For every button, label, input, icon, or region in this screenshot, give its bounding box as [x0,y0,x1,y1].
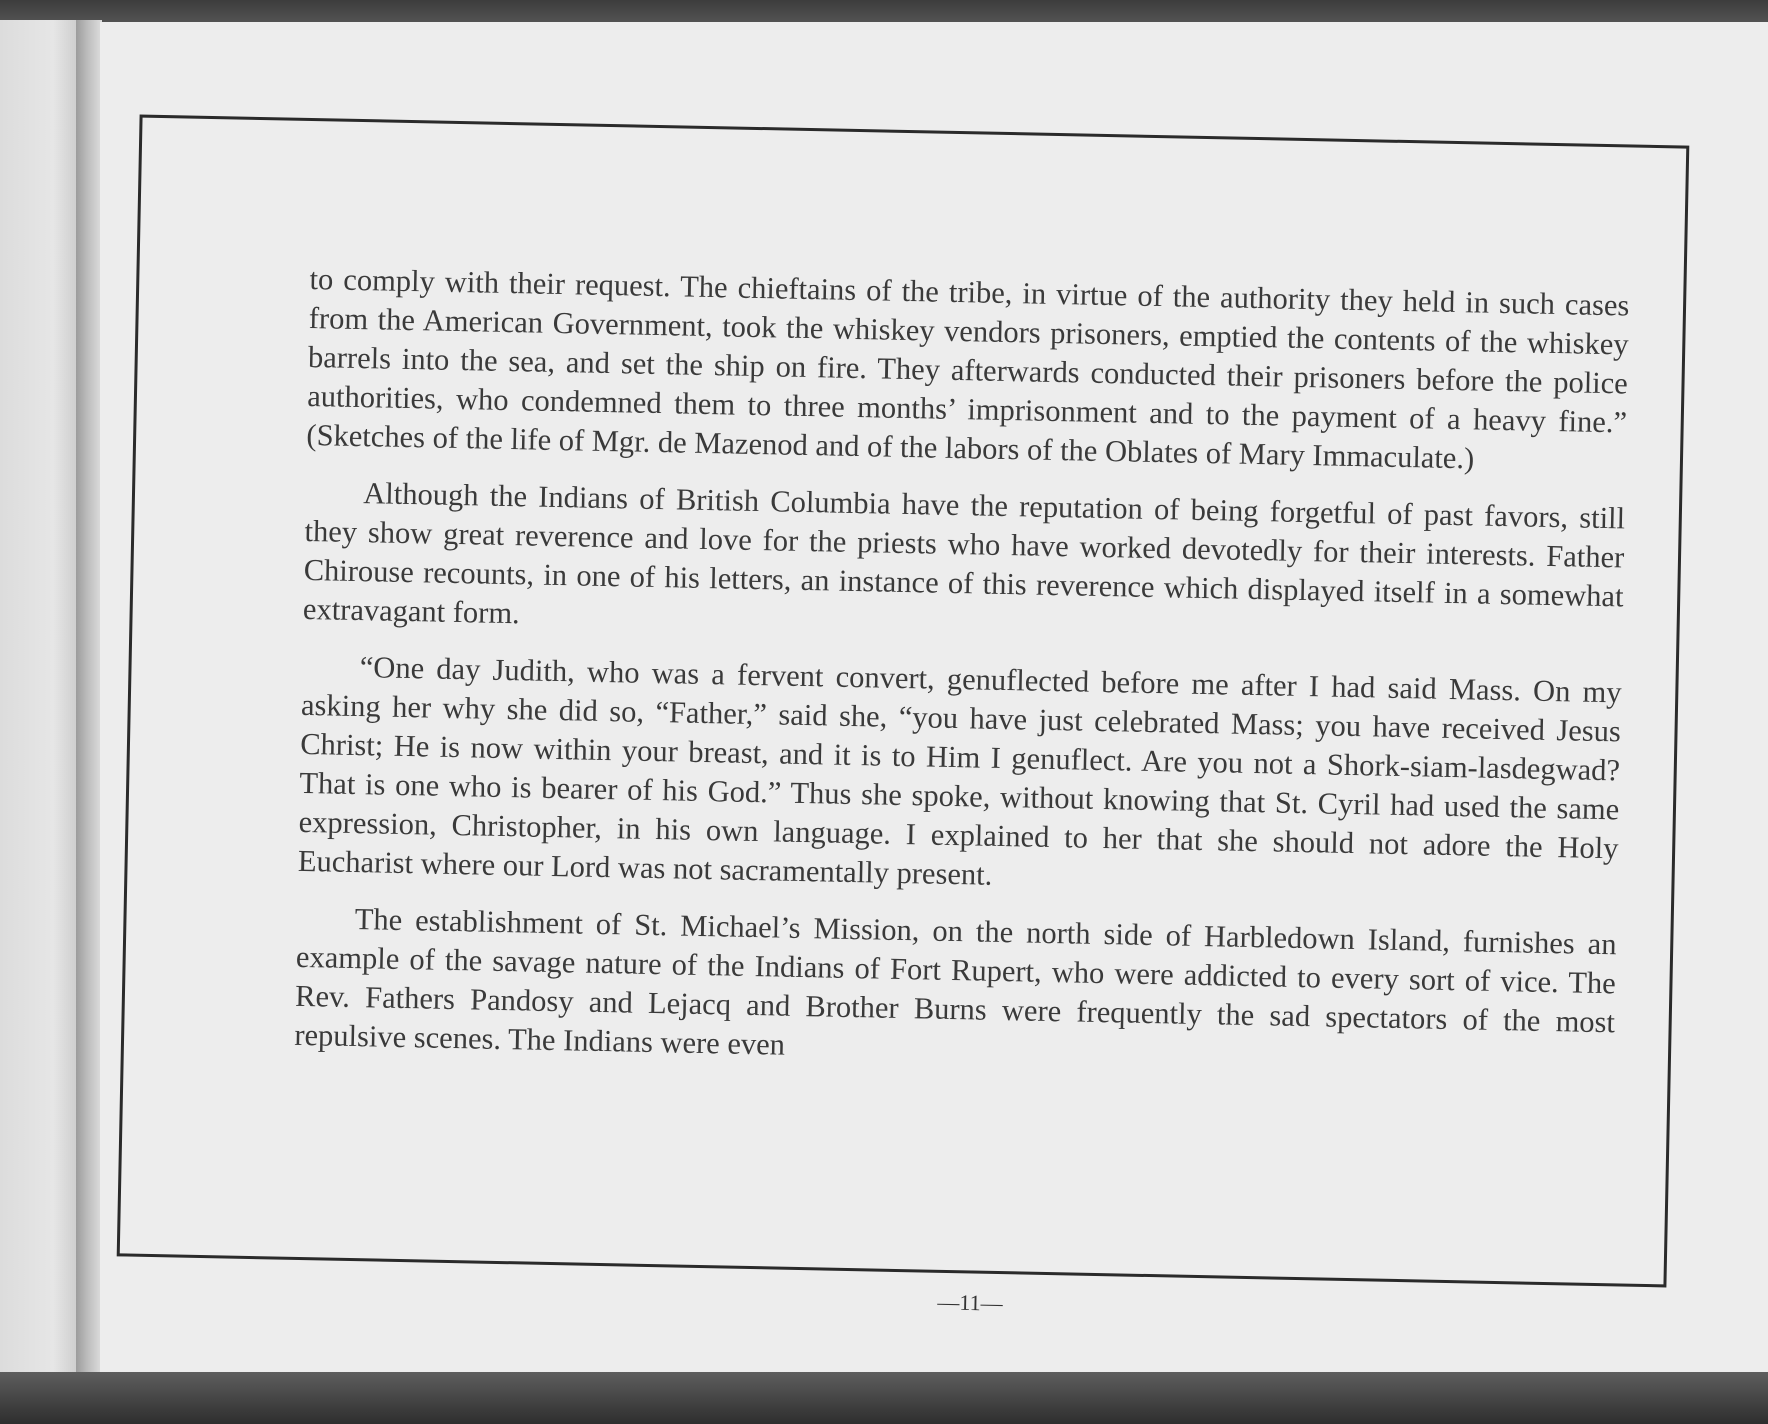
scan-bottom-edge [0,1372,1768,1424]
body-text [294,260,1630,1099]
book-gutter [76,20,102,1380]
book-page [100,22,1768,1374]
page-number: —11— [937,1289,1003,1316]
paragraph-judith-quote: “One day Judith, who was a fervent convert, genuflected before me after I had said Mass. On my asking her why she did so, “Father,” said she, “you have just celebrated Mass; you have received Jesus Christ; He is now within your breast, and it is to Him I genuflect. Are you not a Shork-siam-lasdegwad? That is one who is bearer of his God.” Thus she spoke, without knowing that St. Cyril had used the same expression, Christopher, in his own language. I explained to her that she should not adore the Holy Eucharist where our Lord was not sacramentally present. [297,650,1622,892]
paragraph-st-michaels-mission: The establishment of St. Michael’s Mission, on the north side of Harbledown Island, furnishes an example of the savage nature of the Indians of Fort Rupert, who were addicted to every sort of vice. The Rev. Fathers Pandosy and Lejacq and Brother Burns were frequently the sad spectators of the most repulsive scenes. The Indians were even [294,902,1617,1062]
facing-page-edge [0,20,76,1380]
paragraph-indians-reverence: Although the Indians of British Columbia have the reputation of being forgetful of past favors, still they show great reverence and love for the priests who have worked devotedly for their interests. Father Chirouse recounts, in one of his letters, an instance of this reverence which displayed itself in a somewhat extravagant form. [302,476,1626,631]
paragraph-continuation: to comply with their request. The chieftains of the tribe, in virtue of the authority they held in such cases from the American Government, took the whiskey vendors prisoners, emptied the contents of the whiskey barrels into the sea, and set the ship on fire. They afterwards conducted their prisoners before the police authorities, who condemned them to three months’ imprisonment and to the payment of a heavy fine.” (Sketches of the life of Mgr. de Mazenod and of the labors of the Oblates of Mary Immaculate.) [306,261,1630,476]
